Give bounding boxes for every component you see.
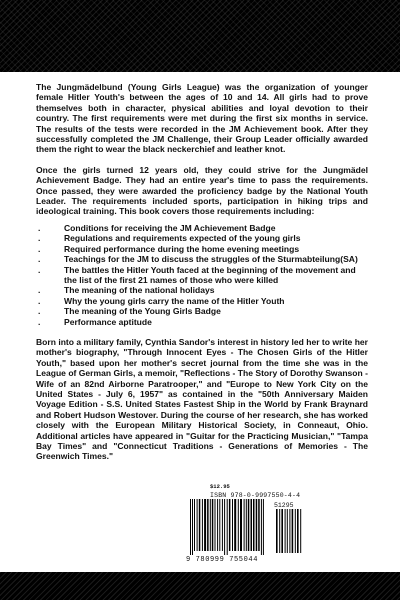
addon-digits: 51295 [274, 502, 294, 509]
list-item: . Regulations and requirements expected of the young girls [38, 233, 301, 244]
isbn-barcode [186, 483, 306, 573]
list-item: . Required performance during the home evening meetings [38, 243, 300, 254]
bullet: . [38, 295, 41, 306]
list-item: . The meaning of the Young Girls Badge [38, 306, 221, 317]
badge-paragraph: Once the girls turned 12 years old, they could strive for the Jungmädel Achievement Badge. They had an entire year's time to pass the requirements. Once passed, they were awarded the proficiency badge by the National Youth Leader. The requirements included sports, participation in hiking trips and ideological training. This book covers those requirements including: [36, 164, 368, 217]
author-bio-paragraph: Born into a military family, Cynthia Sandor's interest in history led her to write her mother's biography, "Through Innocent Eyes - The Chosen Girls of the Hitler Youth," based upon her mother's secret journal from the time she was in the League of German Girls, a memoir, "Reflections - The Story of Dorothy Swanson - Wife of an 82nd Airborne Paratrooper," and "Europe to New York City on the United States - July 6, 1957" as contained in the "50th Anniversary Maiden Voyage Edition - S.S. United States Fastest Ship in the World by Frank Braynard and Robert Hudson Westover. During the course of her research, she has worked closely with the European Military Historical Society, in Conneaut, Ohio. Additional articles have appeared in "Guitar for the Practicing Musician," "Tampa Bay Times" and "Connecticut Traditions - Generations of Memories - The Greenwich Times." [36, 336, 368, 462]
price-label: $12.95 [210, 483, 230, 490]
intro-paragraph: The Jungmädelbund (Young Girls League) was the organization of younger female Hitler Youth's between the ages of 10 and 14. All girls had to prove themselves both in character, physical abilities and loyal devotion to their country. The first requirements were met during the first six months in service. The results of the tests were recorded in the JM Achievement book. After they successfully completed the JM Challenge, their Group Leader officially awarded them the right to wear the black neckerchief and leather knot. [36, 82, 368, 155]
list-item: . Teachings for the JM to discuss the struggles of the Sturmabteilung(SA) [38, 254, 358, 265]
bullet: . [38, 222, 41, 233]
bullet: . [38, 264, 41, 275]
list-item: . Why the young girls carry the name of the Hitler Youth [38, 295, 285, 306]
bullet: . [38, 254, 41, 265]
bullet: . [38, 243, 41, 254]
back-cover-text [36, 82, 368, 462]
requirements-list [36, 223, 368, 327]
list-item: . Conditions for receiving the JM Achievement Badge [38, 222, 276, 233]
bullet: . [38, 233, 41, 244]
list-item: . The meaning of the national holidays [38, 285, 215, 296]
list-item: . The battles the Hitler Youth faced at the beginning of the movement and the list of the first 21 names of those who were killed [38, 264, 356, 285]
list-item: . Performance aptitude [38, 316, 152, 327]
bullet: . [38, 285, 41, 296]
ean-digits: 9 780999 755044 [186, 556, 259, 564]
top-border [0, 0, 400, 72]
bullet: . [38, 306, 41, 317]
bullet: . [38, 316, 41, 327]
isbn-label: ISBN 978-0-9997550-4-4 [210, 492, 301, 499]
bottom-border [0, 572, 400, 600]
